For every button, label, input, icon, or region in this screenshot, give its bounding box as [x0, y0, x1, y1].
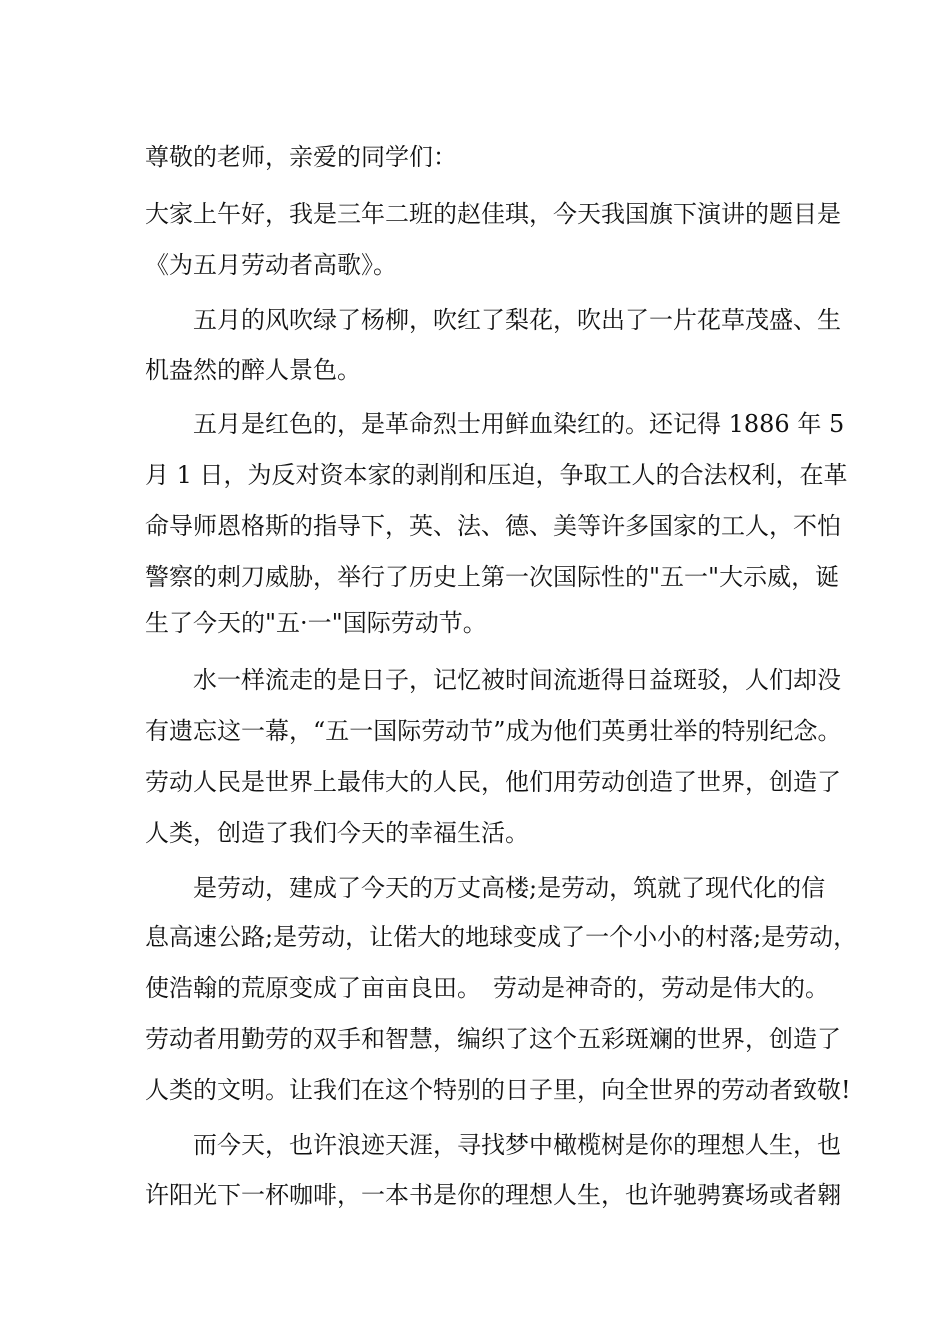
- paragraph-first-line: 水一样流走的是日子，记忆被时间流逝得日益斑驳，人们却没: [193, 666, 841, 694]
- text-line: 机盎然的醉人景色。: [145, 356, 361, 384]
- text-line: 使浩翰的荒原变成了亩亩良田。 劳动是神奇的，劳动是伟大的。: [145, 974, 829, 1002]
- text-line: 劳动者用勤劳的双手和智慧，编织了这个五彩斑斓的世界，创造了: [145, 1025, 841, 1053]
- text-line: 月 1 日，为反对资本家的剥削和压迫，争取工人的合法权利，在革: [145, 461, 848, 489]
- text-line: 生了今天的"五·一"国际劳动节。: [145, 609, 487, 637]
- text-line: 《为五月劳动者高歌》。: [145, 251, 397, 279]
- text-line: 人类，创造了我们今天的幸福生活。: [145, 819, 529, 847]
- paragraph-first-line: 五月的风吹绿了杨柳，吹红了梨花，吹出了一片花草茂盛、生: [193, 306, 841, 334]
- salutation-line: 尊敬的老师，亲爱的同学们：: [145, 143, 457, 171]
- text-line: 劳动人民是世界上最伟大的人民，他们用劳动创造了世界，创造了: [145, 768, 841, 796]
- text-line: 息高速公路;是劳动，让偌大的地球变成了一个小小的村落;是劳动，: [145, 923, 858, 951]
- text-line: 大家上午好，我是三年二班的赵佳琪，今天我国旗下演讲的题目是: [145, 200, 841, 228]
- text-line: 命导师恩格斯的指导下，英、法、德、美等许多国家的工人，不怕: [145, 512, 841, 540]
- text-line: 警察的刺刀威胁，举行了历史上第一次国际性的"五一"大示威，诞: [145, 563, 840, 591]
- text-line: 人类的文明。让我们在这个特别的日子里，向全世界的劳动者致敬!: [145, 1076, 851, 1104]
- paragraph-first-line: 是劳动，建成了今天的万丈高楼;是劳动，筑就了现代化的信: [193, 874, 826, 902]
- text-line: 有遗忘这一幕，“五一国际劳动节”成为他们英勇壮举的特别纪念。: [145, 717, 842, 745]
- paragraph-first-line: 五月是红色的，是革命烈士用鲜血染红的。还记得 1886 年 5: [193, 410, 845, 438]
- text-line: 许阳光下一杯咖啡，一本书是你的理想人生，也许驰骋赛场或者翱: [145, 1181, 841, 1209]
- paragraph-first-line: 而今天，也许浪迹天涯，寻找梦中橄榄树是你的理想人生，也: [193, 1131, 841, 1159]
